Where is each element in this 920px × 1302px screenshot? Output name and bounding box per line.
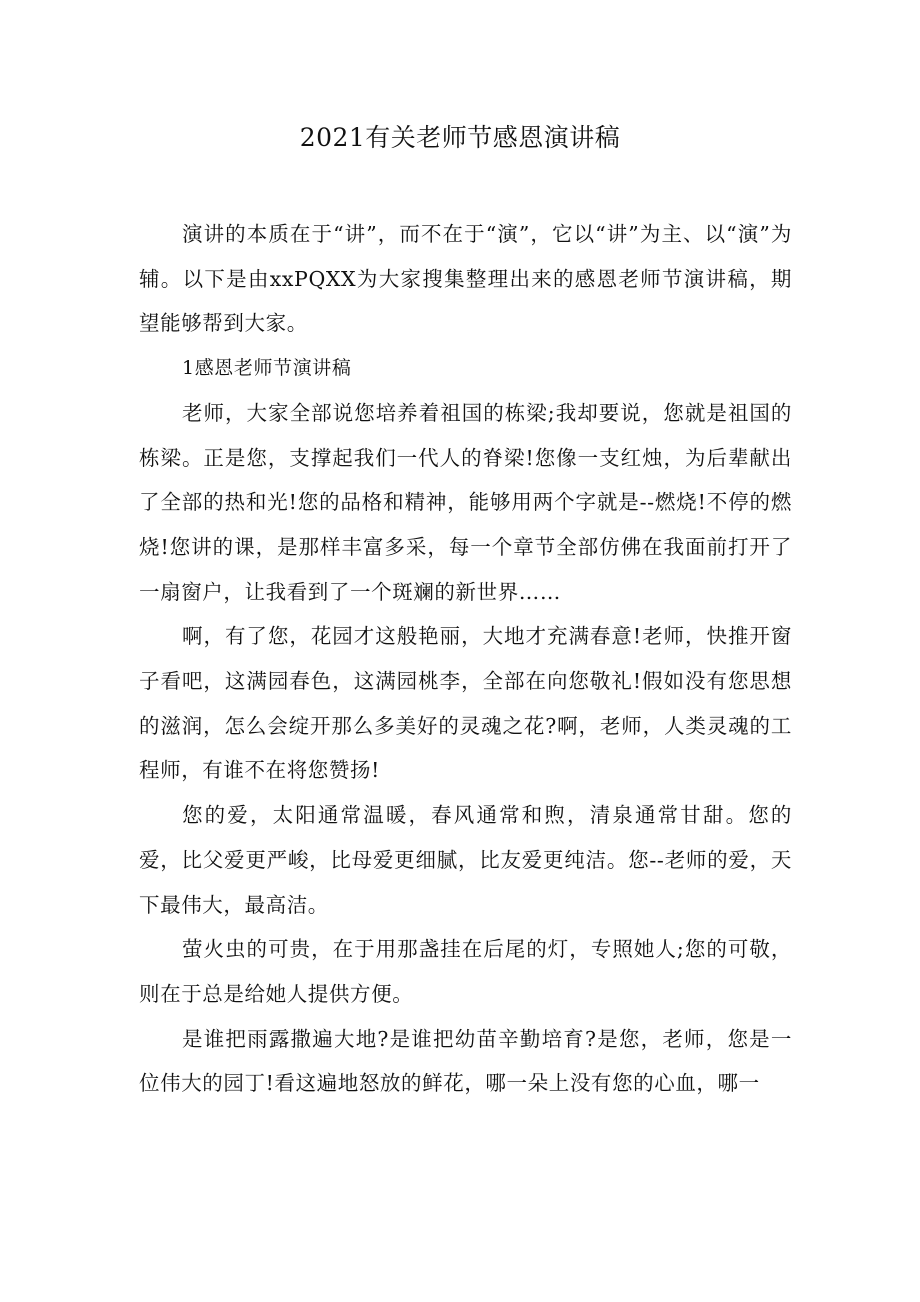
body-paragraph: 啊，有了您，花园才这般艳丽，大地才充满春意!老师，快推开窗子看吧，这满园春色，这满园桃李，全部在向您敬礼!假如没有您思想的滋润，怎么会绽开那么多美好的灵魂之花?啊，老师，人类灵魂的工程师，有谁不在将您赞扬!: [139, 624, 792, 783]
intro-paragraph: 演讲的本质在于“讲”，而不在于“演”，它以“讲”为主、以“演”为 辅。以下是由xxPQXX为大家搜集整理出来的感恩老师节演讲稿，期望能够帮到大家。: [139, 222, 792, 336]
section-heading: 1感恩老师节演讲稿: [182, 357, 352, 380]
body-paragraph: 老师，大家全部说您培养着祖国的栋梁;我却要说，您就是祖国的栋梁。正是您，支撑起我们一代人的脊梁!您像一支红烛，为后辈献出了全部的热和光!您的品格和精神，能够用两个字就是--燃烧!不停的燃烧!您讲的课，是那样丰富多采，每一个章节全部仿佛在我面前打开了一扇窗户，让我看到了一个斑斓的新世界……: [139, 400, 792, 604]
body-paragraph: 您的爱，太阳通常温暖，春风通常和煦，清泉通常甘甜。您的爱，比父爱更严峻，比母爱更细腻，比友爱更纯洁。您--老师的爱，天下最伟大，最高洁。: [139, 803, 792, 917]
body-paragraph: 是谁把雨露撒遍大地?是谁把幼苗辛勤培育?是您，老师，您是一位伟大的园丁!看这遍地怒放的鲜花，哪一朵上没有您的心血，哪一: [139, 1026, 792, 1096]
body-paragraph: 萤火虫的可贵，在于用那盏挂在后尾的灯，专照她人;您的可敬，则在于总是给她人提供方便。: [139, 937, 792, 1006]
document-body: [139, 212, 792, 1106]
document-title: 2021有关老师节感恩演讲稿: [299, 123, 621, 152]
